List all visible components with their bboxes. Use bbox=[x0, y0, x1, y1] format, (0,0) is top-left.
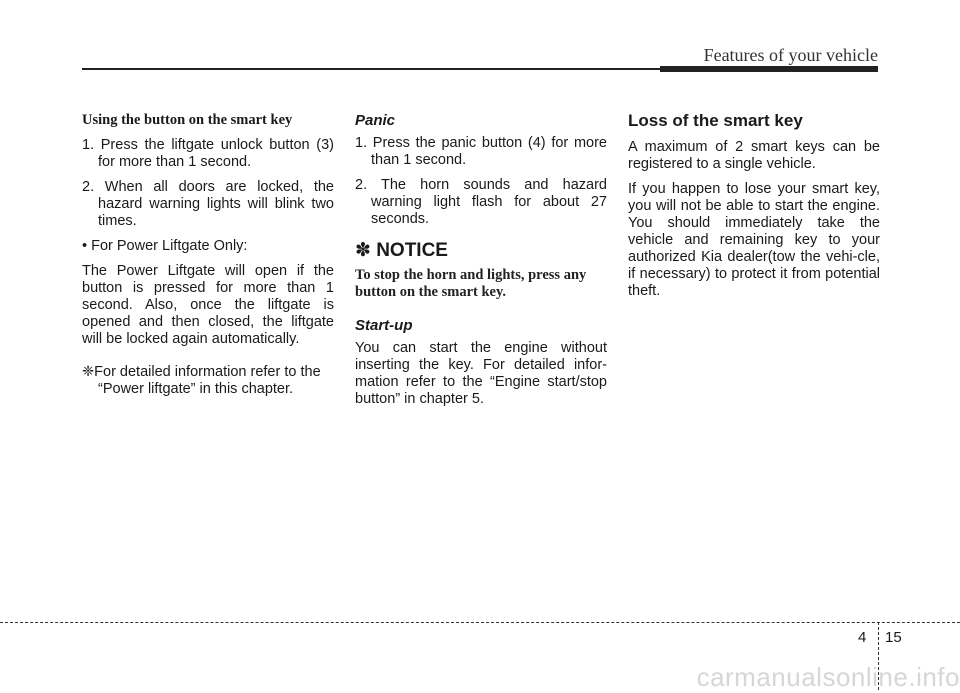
panic-step-2: 2. The horn sounds and hazard warning light flash for about 27 seconds. bbox=[355, 177, 607, 227]
column-panic-startup bbox=[355, 112, 607, 416]
page-number: 15 bbox=[885, 629, 902, 646]
panic-step-1: 1. Press the panic button (4) for more than 1 second. bbox=[355, 135, 607, 168]
bullet-power-liftgate: • For Power Liftgate Only: bbox=[82, 238, 248, 254]
header-rule bbox=[82, 68, 660, 70]
reference-note: ❈For detailed information refer to the “Power liftgate” in this chapter. bbox=[82, 364, 321, 397]
column-loss-of-smart-key bbox=[628, 112, 880, 308]
watermark: carmanualsonline.info bbox=[696, 662, 960, 692]
paragraph-lost-key: If you happen to lose your smart key, you will not be able to start the engine. You should immediately take the vehicle and remaining key to your authorized Kia dealer(tow the vehi-cle, if necessary) to protect it from potential theft. bbox=[628, 181, 880, 299]
section-heading-loss-of-smart-key: Loss of the smart key bbox=[628, 111, 803, 130]
notice-heading: ✽ NOTICE bbox=[355, 240, 448, 261]
step-2: 2. When all doors are locked, the hazard warning lights will blink two times. bbox=[82, 179, 334, 229]
section-heading-panic: Panic bbox=[355, 112, 396, 129]
section-heading-smart-key-button: Using the button on the smart key bbox=[82, 112, 293, 128]
column-smart-key-liftgate bbox=[82, 112, 334, 406]
paragraph-max-keys: A maximum of 2 smart keys can be registered to a single vehicle. bbox=[628, 139, 880, 172]
footer-rule bbox=[0, 622, 960, 623]
header-rule-accent bbox=[660, 66, 878, 72]
paragraph-startup: You can start the engine without inserting the key. For detailed infor-mation refer to the “Engine start/stop button” in chapter 5. bbox=[355, 340, 607, 407]
running-header-title: Features of your vehicle bbox=[703, 45, 878, 65]
paragraph-power-liftgate: The Power Liftgate will open if the button is pressed for more than 1 second. Also, once the liftgate is opened and then closed, the liftgate will be locked again automatically. bbox=[82, 263, 334, 347]
chapter-number: 4 bbox=[858, 629, 867, 646]
step-1: 1. Press the liftgate unlock button (3) for more than 1 second. bbox=[82, 137, 334, 170]
notice-body: To stop the horn and lights, press any button on the smart key. bbox=[355, 267, 587, 300]
section-heading-startup: Start-up bbox=[355, 317, 413, 334]
